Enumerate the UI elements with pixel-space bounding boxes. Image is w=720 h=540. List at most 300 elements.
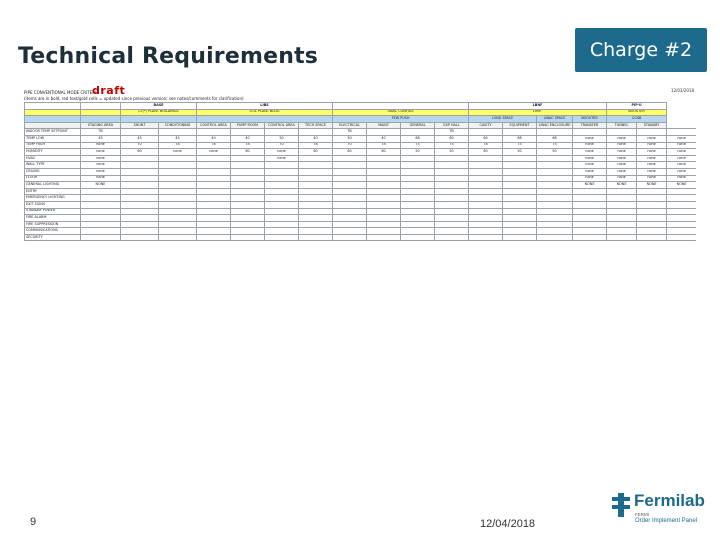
table-cell xyxy=(503,228,537,235)
table-cell xyxy=(231,228,265,235)
table-cell xyxy=(367,208,401,215)
table-cell xyxy=(333,182,367,189)
table-cell xyxy=(435,155,469,162)
table-cell xyxy=(637,195,667,202)
table-cell: none xyxy=(573,149,607,156)
table-cell: 45 xyxy=(159,135,197,142)
table-cell xyxy=(573,228,607,235)
table-cell: none xyxy=(637,175,667,182)
table-cell xyxy=(159,234,197,241)
row-label: EXIT SIGNS xyxy=(25,201,81,208)
row-label: HUMIDITY xyxy=(25,149,81,156)
table-cell xyxy=(367,228,401,235)
table-cell xyxy=(435,182,469,189)
table-row xyxy=(25,168,697,175)
table-cell xyxy=(197,215,231,222)
table-cell xyxy=(299,201,333,208)
table-cell xyxy=(667,215,696,222)
table-cell: TECH SPACE xyxy=(299,122,333,129)
table-cell xyxy=(121,221,159,228)
table-cell: none xyxy=(573,135,607,142)
table-header-row xyxy=(25,103,697,110)
table-cell: CONTROL AREA xyxy=(265,122,299,129)
table-cell: 75 xyxy=(435,142,469,149)
table-cell xyxy=(667,208,696,215)
table-cell xyxy=(299,228,333,235)
table-cell xyxy=(367,182,401,189)
table-cell: 50 xyxy=(503,149,537,156)
table-cell: EQUIPMENT xyxy=(503,122,537,129)
table-cell: none xyxy=(637,142,667,149)
table-cell: CF(*) PLANT BUILDINGS xyxy=(121,109,197,116)
table-cell: TB xyxy=(435,129,469,136)
table-cell xyxy=(265,234,299,241)
table-cell xyxy=(401,195,435,202)
table-cell: LINAC SPACE xyxy=(537,116,573,123)
table-cell xyxy=(537,208,573,215)
table-cell xyxy=(333,208,367,215)
table-cell xyxy=(469,155,503,162)
table-cell: STANDBY xyxy=(637,122,667,129)
table-cell: 78 xyxy=(299,142,333,149)
table-cell xyxy=(401,234,435,241)
table-cell xyxy=(503,162,537,169)
table-cell: 60 xyxy=(435,135,469,142)
table-cell xyxy=(81,221,121,228)
fermilab-logo-text: Fermilab xyxy=(634,491,705,510)
table-cell xyxy=(537,221,573,228)
table-cell xyxy=(367,129,401,136)
table-cell: 60 xyxy=(333,149,367,156)
table-cell: NONE xyxy=(81,182,121,189)
table-cell xyxy=(333,228,367,235)
table-cell xyxy=(197,129,231,136)
table-cell xyxy=(667,195,696,202)
table-cell: none xyxy=(637,135,667,142)
table-cell: none xyxy=(607,175,637,182)
table-cell xyxy=(537,188,573,195)
table-cell: none xyxy=(667,135,696,142)
table-cell xyxy=(265,175,299,182)
table-cell: 68 xyxy=(401,135,435,142)
table-cell xyxy=(299,162,333,169)
table-cell: none xyxy=(265,149,299,156)
table-cell: 60 xyxy=(299,149,333,156)
table-cell: none xyxy=(637,155,667,162)
table-cell xyxy=(469,208,503,215)
table-cell xyxy=(401,182,435,189)
table-cell xyxy=(607,234,637,241)
table-cell xyxy=(159,208,197,215)
table-cell: PUMP ROOM xyxy=(231,122,265,129)
row-label: COMMUNICATIONS xyxy=(25,228,81,235)
table-cell: 40 xyxy=(299,135,333,142)
table-cell xyxy=(333,103,469,110)
table-cell xyxy=(299,234,333,241)
table-cell xyxy=(333,201,367,208)
table-header-row xyxy=(25,122,697,129)
table-cell: none xyxy=(81,168,121,175)
table-cell xyxy=(197,162,231,169)
table-cell xyxy=(121,155,159,162)
table-cell: MAINT xyxy=(367,122,401,129)
table-cell xyxy=(81,228,121,235)
table-cell xyxy=(401,168,435,175)
row-label: TEMP HIGH xyxy=(25,142,81,149)
table-cell xyxy=(265,215,299,222)
table-cell: CCNB xyxy=(607,116,667,123)
table-cell xyxy=(231,208,265,215)
table-cell: none xyxy=(573,168,607,175)
row-label: INDOOR TEMP SETPOINT xyxy=(25,129,81,136)
row-label: GENERAL LIGHTING xyxy=(25,182,81,189)
table-cell: TUNNEL xyxy=(607,122,637,129)
table-cell: 50 xyxy=(537,149,573,156)
table-cell: 75 xyxy=(537,142,573,149)
page-number: 9 xyxy=(30,516,37,528)
table-cell xyxy=(537,168,573,175)
fermilab-logo xyxy=(612,491,716,531)
table-cell: none xyxy=(265,155,299,162)
table-cell xyxy=(503,188,537,195)
table-cell xyxy=(81,103,121,110)
table-cell xyxy=(503,201,537,208)
table-cell xyxy=(573,188,607,195)
table-cell xyxy=(401,201,435,208)
table-cell xyxy=(367,201,401,208)
table-cell xyxy=(435,168,469,175)
fermilab-logo-sub: FERMI xyxy=(635,512,649,517)
table-cell xyxy=(265,228,299,235)
table-cell xyxy=(121,116,197,123)
table-cell xyxy=(503,208,537,215)
table-cell xyxy=(435,188,469,195)
table-cell xyxy=(197,168,231,175)
table-cell xyxy=(667,188,696,195)
table-cell xyxy=(197,228,231,235)
table-cell: LINAC ENCLOSURE xyxy=(537,122,573,129)
table-cell: none xyxy=(573,162,607,169)
table-cell xyxy=(667,129,696,136)
row-label: SECURITY xyxy=(25,234,81,241)
table-row xyxy=(25,195,697,202)
table-cell xyxy=(637,215,667,222)
table-cell xyxy=(25,103,81,110)
table-cell xyxy=(573,234,607,241)
table-cell xyxy=(265,162,299,169)
table-cell: STAGING AREA xyxy=(81,122,121,129)
table-cell xyxy=(537,215,573,222)
table-cell xyxy=(159,228,197,235)
table-header-row xyxy=(25,116,697,123)
table-cell: NONE xyxy=(607,182,637,189)
table-cell xyxy=(121,215,159,222)
table-cell xyxy=(401,215,435,222)
table-cell: none xyxy=(81,142,121,149)
table-cell xyxy=(159,182,197,189)
table-cell xyxy=(231,162,265,169)
table-cell xyxy=(121,234,159,241)
table-cell: none xyxy=(667,162,696,169)
table-cell: none xyxy=(637,162,667,169)
table-cell xyxy=(637,201,667,208)
table-cell xyxy=(121,195,159,202)
table-cell xyxy=(537,155,573,162)
table-cell xyxy=(333,162,367,169)
table-cell xyxy=(299,155,333,162)
table-cell: 68 xyxy=(537,135,573,142)
table-cell xyxy=(81,188,121,195)
charge-badge: Charge #2 xyxy=(575,28,707,72)
table-cell xyxy=(81,195,121,202)
table-cell xyxy=(299,129,333,136)
table-cell xyxy=(333,175,367,182)
table-cell xyxy=(231,201,265,208)
table-cell xyxy=(401,188,435,195)
table-cell xyxy=(333,234,367,241)
table-cell xyxy=(159,162,197,169)
table-cell xyxy=(159,195,197,202)
table-cell xyxy=(367,221,401,228)
table-cell xyxy=(231,234,265,241)
table-cell xyxy=(159,188,197,195)
table-cell xyxy=(121,129,159,136)
table-cell: CONTROL AREA xyxy=(197,122,231,129)
table-cell xyxy=(469,129,503,136)
table-cell xyxy=(121,168,159,175)
table-cell: 78 xyxy=(469,142,503,149)
table-cell xyxy=(537,175,573,182)
table-cell: 45 xyxy=(81,135,121,142)
table-cell xyxy=(197,182,231,189)
table-cell: none xyxy=(607,135,637,142)
table-cell xyxy=(435,162,469,169)
table-cell: BASE xyxy=(121,103,197,110)
table-cell xyxy=(197,155,231,162)
table-cell xyxy=(573,215,607,222)
table-cell: 68 xyxy=(503,135,537,142)
table-cell: NONE xyxy=(637,182,667,189)
table-row xyxy=(25,162,697,169)
table-cell xyxy=(121,175,159,182)
table-cell xyxy=(333,221,367,228)
requirements-document xyxy=(24,82,696,510)
table-row xyxy=(25,142,697,149)
table-cell xyxy=(197,116,333,123)
table-cell xyxy=(435,201,469,208)
table-cell xyxy=(435,208,469,215)
table-header-row xyxy=(25,109,697,116)
table-cell xyxy=(299,221,333,228)
table-cell xyxy=(503,129,537,136)
requirements-table xyxy=(24,102,696,241)
table-cell: none xyxy=(159,149,197,156)
table-cell xyxy=(121,162,159,169)
table-cell xyxy=(573,129,607,136)
draft-watermark: draft xyxy=(92,84,126,97)
table-cell xyxy=(333,215,367,222)
table-cell: none xyxy=(573,155,607,162)
table-cell: NONE xyxy=(667,182,696,189)
table-cell xyxy=(435,228,469,235)
table-cell xyxy=(197,195,231,202)
table-cell: 75 xyxy=(503,142,537,149)
table-cell xyxy=(265,221,299,228)
row-label: FLOOR xyxy=(25,175,81,182)
table-cell xyxy=(503,168,537,175)
table-cell xyxy=(637,208,667,215)
table-row xyxy=(25,208,697,215)
row-label: HVAC xyxy=(25,155,81,162)
table-cell xyxy=(81,234,121,241)
table-cell xyxy=(503,234,537,241)
table-cell xyxy=(607,228,637,235)
table-cell xyxy=(435,175,469,182)
table-cell xyxy=(159,201,197,208)
table-cell xyxy=(367,215,401,222)
table-cell xyxy=(367,168,401,175)
table-cell xyxy=(503,195,537,202)
doc-date: 12/03/2018 xyxy=(670,88,694,93)
table-row xyxy=(25,201,697,208)
table-cell xyxy=(573,195,607,202)
table-cell: 60 xyxy=(367,149,401,156)
table-cell xyxy=(159,221,197,228)
table-cell xyxy=(401,175,435,182)
table-cell xyxy=(231,195,265,202)
table-cell: FEW PUSH xyxy=(333,116,469,123)
table-cell xyxy=(231,129,265,136)
table-cell xyxy=(435,221,469,228)
table-cell xyxy=(401,129,435,136)
table-cell xyxy=(607,221,637,228)
table-cell xyxy=(159,215,197,222)
table-cell xyxy=(435,195,469,202)
table-cell: CAVITY xyxy=(469,122,503,129)
table-cell xyxy=(607,201,637,208)
table-cell xyxy=(401,155,435,162)
table-cell xyxy=(401,162,435,169)
table-cell xyxy=(231,221,265,228)
table-cell xyxy=(197,201,231,208)
table-cell: LIBS xyxy=(197,103,333,110)
table-cell: NONE xyxy=(573,182,607,189)
table-cell xyxy=(503,175,537,182)
table-cell xyxy=(231,155,265,162)
table-cell xyxy=(537,234,573,241)
table-cell xyxy=(469,201,503,208)
table-cell xyxy=(469,195,503,202)
table-cell: BOOSTER xyxy=(573,116,607,123)
table-cell xyxy=(401,221,435,228)
table-cell: none xyxy=(607,142,637,149)
table-row xyxy=(25,234,697,241)
table-cell xyxy=(265,201,299,208)
table-cell xyxy=(537,129,573,136)
table-cell: none xyxy=(667,168,696,175)
table-cell: TB xyxy=(333,129,367,136)
table-cell xyxy=(469,168,503,175)
table-cell xyxy=(469,162,503,169)
table-cell: LONG SPACE xyxy=(469,116,537,123)
table-cell: LIMIT xyxy=(469,109,607,116)
table-cell xyxy=(667,228,696,235)
table-cell: GENERAL xyxy=(401,122,435,129)
table-cell xyxy=(573,221,607,228)
table-cell xyxy=(121,228,159,235)
table-cell: none xyxy=(607,149,637,156)
table-cell: 50 xyxy=(435,149,469,156)
table-cell: 70 xyxy=(121,142,159,149)
table-cell xyxy=(197,188,231,195)
table-cell xyxy=(435,234,469,241)
table-cell: LBNF xyxy=(469,103,607,110)
table-cell: UNAC CONFIGS xyxy=(333,109,469,116)
table-cell xyxy=(469,221,503,228)
table-cell xyxy=(333,188,367,195)
table-cell xyxy=(637,234,667,241)
table-cell: none xyxy=(607,155,637,162)
table-cell: 40 xyxy=(367,135,401,142)
table-cell xyxy=(159,175,197,182)
doc-subheader: (items are in bold, red text/gold cells = updated since previous version; see notes/comments for clarification) xyxy=(24,96,244,101)
table-cell xyxy=(637,129,667,136)
table-cell xyxy=(435,215,469,222)
table-cell xyxy=(401,228,435,235)
table-row xyxy=(25,228,697,235)
table-cell xyxy=(121,201,159,208)
row-label: TEMP LOW xyxy=(25,135,81,142)
table-cell: none xyxy=(607,168,637,175)
table-cell xyxy=(231,175,265,182)
table-cell: UTIL PLANT BLDG xyxy=(197,109,333,116)
table-cell xyxy=(367,195,401,202)
table-cell xyxy=(299,215,333,222)
table-cell xyxy=(333,195,367,202)
table-cell xyxy=(299,208,333,215)
table-cell xyxy=(607,195,637,202)
table-cell xyxy=(469,228,503,235)
table-cell: none xyxy=(607,162,637,169)
table-cell xyxy=(265,188,299,195)
table-cell xyxy=(469,175,503,182)
table-row xyxy=(25,175,697,182)
table-cell: ELECTRICAL xyxy=(333,122,367,129)
table-row xyxy=(25,188,697,195)
table-cell xyxy=(367,175,401,182)
table-cell xyxy=(197,208,231,215)
table-cell xyxy=(503,221,537,228)
table-cell: none xyxy=(573,175,607,182)
table-cell: 60 xyxy=(121,149,159,156)
table-cell xyxy=(469,215,503,222)
table-cell xyxy=(265,168,299,175)
table-cell: 75 xyxy=(401,142,435,149)
table-cell xyxy=(333,168,367,175)
table-cell xyxy=(265,195,299,202)
table-cell xyxy=(573,201,607,208)
table-cell: none xyxy=(81,149,121,156)
table-cell: none xyxy=(667,175,696,182)
table-cell xyxy=(503,215,537,222)
table-cell xyxy=(121,182,159,189)
table-cell: EXP HALL xyxy=(435,122,469,129)
table-cell xyxy=(25,109,81,116)
table-cell: CONDITIONING xyxy=(159,122,197,129)
doc-header-line: PIPE CONVENTIONAL MODE CRITERIA xyxy=(24,90,99,95)
table-cell xyxy=(637,188,667,195)
table-cell: none xyxy=(667,142,696,149)
